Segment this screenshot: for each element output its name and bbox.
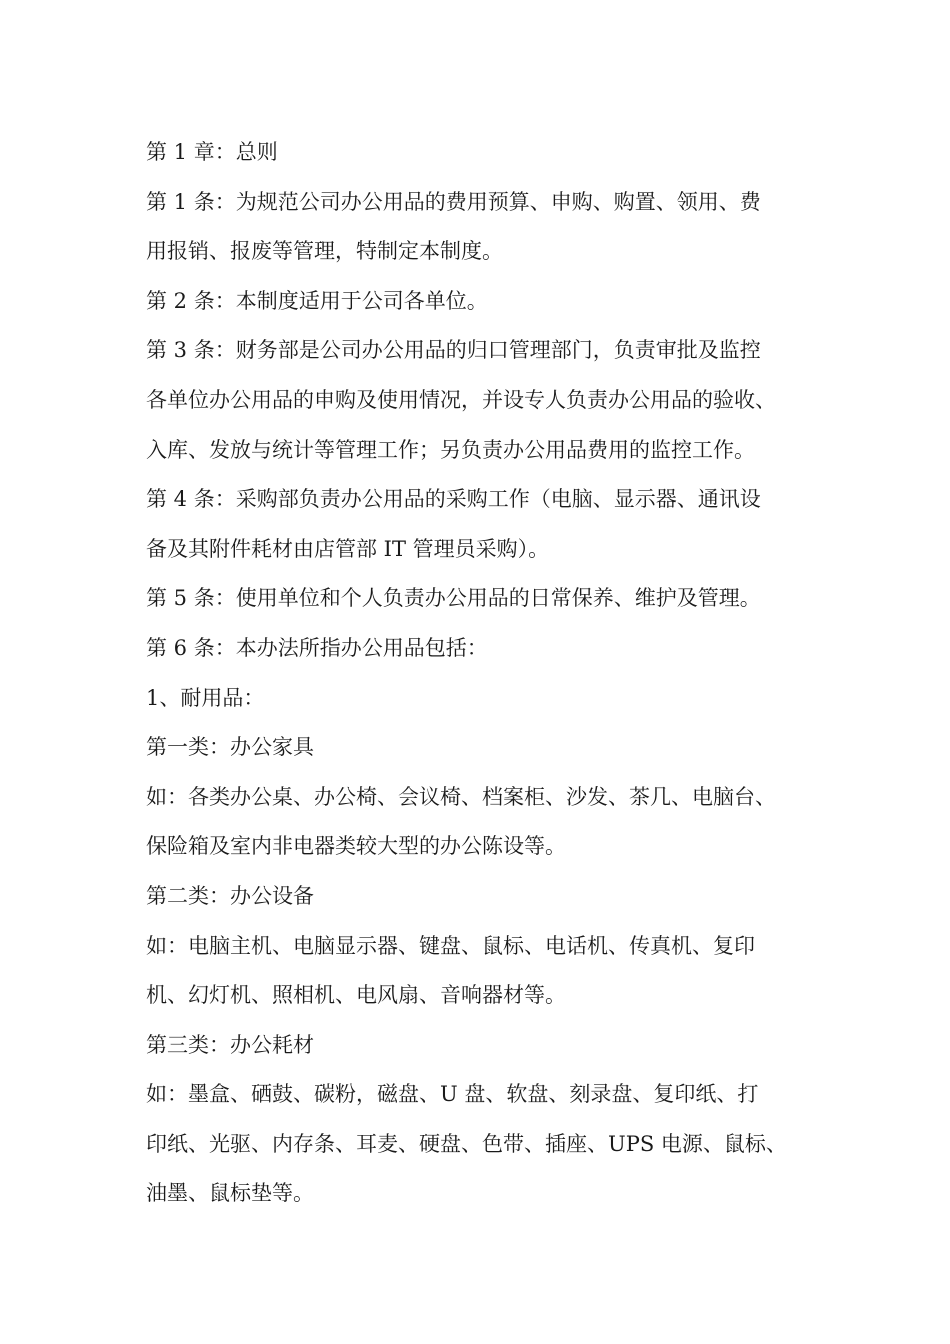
article-6: 第 6 条：本办法所指办公用品包括： xyxy=(146,635,488,660)
category-3-heading: 第三类：办公耗材 xyxy=(146,1032,314,1057)
article-2: 第 2 条：本制度适用于公司各单位。 xyxy=(146,288,488,313)
category-3-examples-line-2: 印纸、光驱、内存条、耳麦、硬盘、色带、插座、UPS 电源、鼠标、 xyxy=(146,1131,787,1156)
document-body xyxy=(146,128,836,1219)
category-2-examples-line-1: 如：电脑主机、电脑显示器、键盘、鼠标、电话机、传真机、复印 xyxy=(146,933,755,958)
article-4-line-1: 第 4 条：采购部负责办公用品的采购工作（电脑、显示器、通讯设 xyxy=(146,487,761,512)
article-4-line-2: 备及其附件耗材由店管部 IT 管理员采购）。 xyxy=(146,536,550,561)
article-1-line-2: 用报销、报废等管理，特制定本制度。 xyxy=(146,239,503,264)
article-3-line-2: 各单位办公用品的申购及使用情况，并设专人负责办公用品的验收、 xyxy=(146,387,776,412)
category-3-examples-line-3: 油墨、鼠标垫等。 xyxy=(146,1181,314,1206)
category-3-examples-line-1: 如：墨盒、硒鼓、碳粉，磁盘、U 盘、软盘、刻录盘、复印纸、打 xyxy=(146,1082,759,1107)
article-1-line-1: 第 1 条：为规范公司办公用品的费用预算、申购、购置、领用、费 xyxy=(146,189,761,214)
article-3-line-3: 入库、发放与统计等管理工作；另负责办公用品费用的监控工作。 xyxy=(146,437,755,462)
durable-goods-heading: 1、耐用品： xyxy=(146,685,265,710)
category-2-heading: 第二类：办公设备 xyxy=(146,883,314,908)
chapter-heading: 第 1 章：总则 xyxy=(146,140,278,164)
article-3-line-1: 第 3 条：财务部是公司办公用品的归口管理部门，负责审批及监控 xyxy=(146,338,761,363)
article-5: 第 5 条：使用单位和个人负责办公用品的日常保养、维护及管理。 xyxy=(146,586,761,611)
category-1-heading: 第一类：办公家具 xyxy=(146,735,314,760)
category-2-examples-line-2: 机、幻灯机、照相机、电风扇、音响器材等。 xyxy=(146,983,566,1008)
category-1-examples-line-1: 如：各类办公桌、办公椅、会议椅、档案柜、沙发、茶几、电脑台、 xyxy=(146,784,776,809)
category-1-examples-line-2: 保险箱及室内非电器类较大型的办公陈设等。 xyxy=(146,834,566,859)
